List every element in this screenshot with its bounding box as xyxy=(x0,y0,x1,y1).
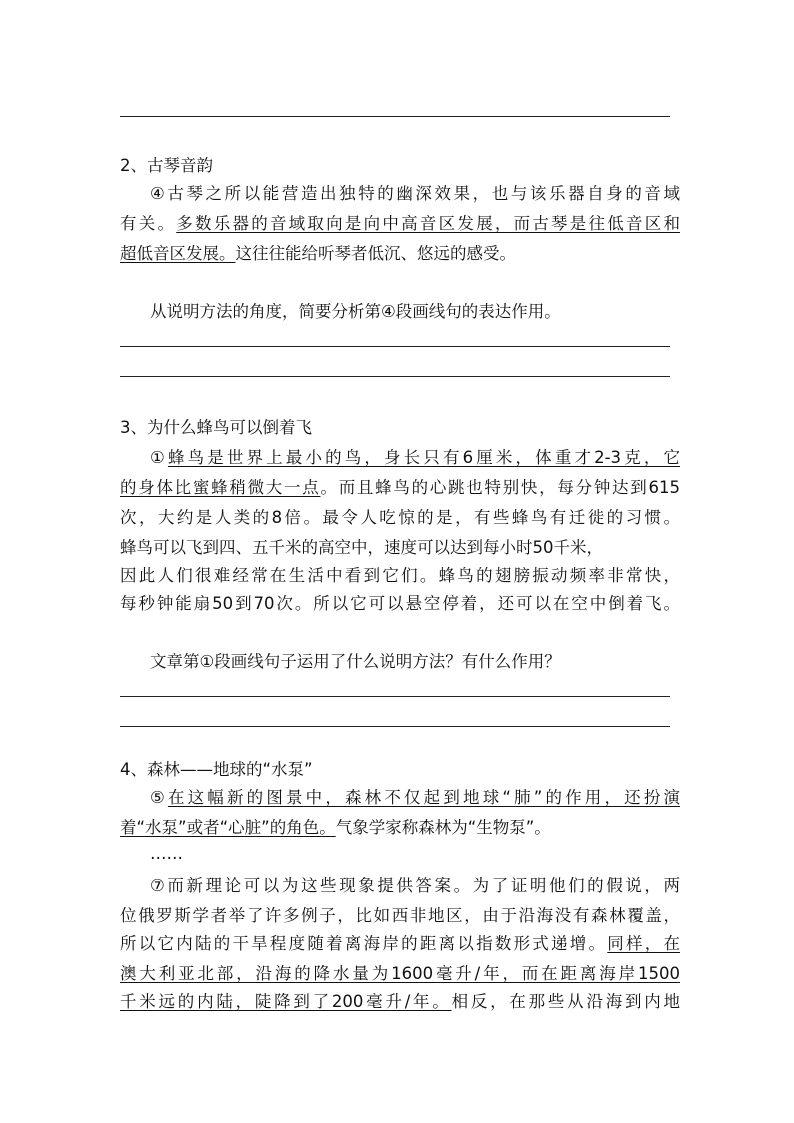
answer-line[interactable] xyxy=(120,696,670,697)
underlined-sentence: 着“水泵”或者“心脏”的角色。 xyxy=(120,818,336,837)
question-text: 从说明方法的角度，简要分析第④段画线句的表达作用。 xyxy=(150,302,561,321)
underlined-sentence: 在这幅新的图景中，森林不仅起到地球“肺”的作用，还扮演 xyxy=(167,788,680,807)
section-2-heading: 2、古琴音韵 xyxy=(120,156,213,175)
paragraph-line: 超低音区发展。这往往能给听琴者低沉、悠远的感受。 xyxy=(120,244,516,263)
paragraph-line: 因此人们很难经常在生活中看到它们。蜂鸟的翅膀振动频率非常快， xyxy=(120,566,680,585)
underlined-sentence: 澳大利亚北部，沿海的降水量为1600毫升/年，而在距离海岸1500 xyxy=(120,964,680,983)
section-4-heading: 4、森林——地球的“水泵” xyxy=(120,760,313,779)
answer-line[interactable] xyxy=(120,726,670,727)
section-3-heading: 3、为什么蜂鸟可以倒着飞 xyxy=(120,418,312,437)
underlined-sentence: 同样，在 xyxy=(607,934,681,953)
underlined-sentence: 千米远的内陆，陡降到了200毫升/年。 xyxy=(120,992,452,1011)
paragraph-line: ①蜂鸟是世界上最小的鸟，身长只有6厘米，体重才2-3克，它 xyxy=(150,448,680,467)
paragraph-line: 位俄罗斯学者举了许多例子，比如西非地区，由于沿海没有森林覆盖， xyxy=(120,906,680,925)
paragraph-line: 有关。多数乐器的音域取向是向中高音区发展，而古琴是往低音区和 xyxy=(120,214,681,233)
question-text: 文章第①段画线句子运用了什么说明方法？有什么作用？ xyxy=(150,652,561,671)
paragraph-line: ⑦而新理论可以为这些现象提供答案。为了证明他们的假说，两 xyxy=(150,876,680,895)
answer-line xyxy=(120,116,670,117)
answer-line[interactable] xyxy=(120,376,670,377)
paragraph-line: 蜂鸟可以飞到四、五千米的高空中，速度可以达到每小时50千米， xyxy=(120,538,603,557)
paragraph-line: 的身体比蜜蜂稍微大一点。而且蜂鸟的心跳也特别快，每分钟达到615 xyxy=(120,478,680,497)
underlined-sentence: 的身体比蜜蜂稍微大一点 xyxy=(120,478,321,497)
paragraph-line: ④古琴之所以能营造出独特的幽深效果，也与该乐器自身的音域 xyxy=(150,184,680,203)
answer-line[interactable] xyxy=(120,346,670,347)
paragraph-line: 着“水泵”或者“心脏”的角色。气象学家称森林为“生物泵”。 xyxy=(120,818,551,837)
underlined-sentence: 超低音区发展。 xyxy=(120,244,236,263)
underlined-sentence: 多数乐器的音域取向是向中高音区发展，而古琴是往低音区和 xyxy=(176,214,681,233)
paragraph-line xyxy=(120,962,680,986)
paragraph-line: 次，大约是人类的8倍。最令人吃惊的是，有些蜂鸟有迁徙的习惯。 xyxy=(120,508,680,527)
paragraph-line: 每秒钟能扇50到70次。所以它可以悬空停着，还可以在空中倒着飞。 xyxy=(120,594,680,613)
paragraph-line: ⑤在这幅新的图景中，森林不仅起到地球“肺”的作用，还扮演 xyxy=(150,788,680,807)
underlined-sentence: 蜂鸟是世界上最小的鸟，身长只有6厘米，体重才2-3克，它 xyxy=(167,448,680,467)
paragraph-line: 千米远的内陆，陡降到了200毫升/年。相反，在那些从沿海到内地 xyxy=(120,992,680,1011)
ellipsis: …… xyxy=(150,844,183,863)
paragraph-line: 所以它内陆的干旱程度随着离海岸的距离以指数形式递增。同样，在 xyxy=(120,934,681,953)
